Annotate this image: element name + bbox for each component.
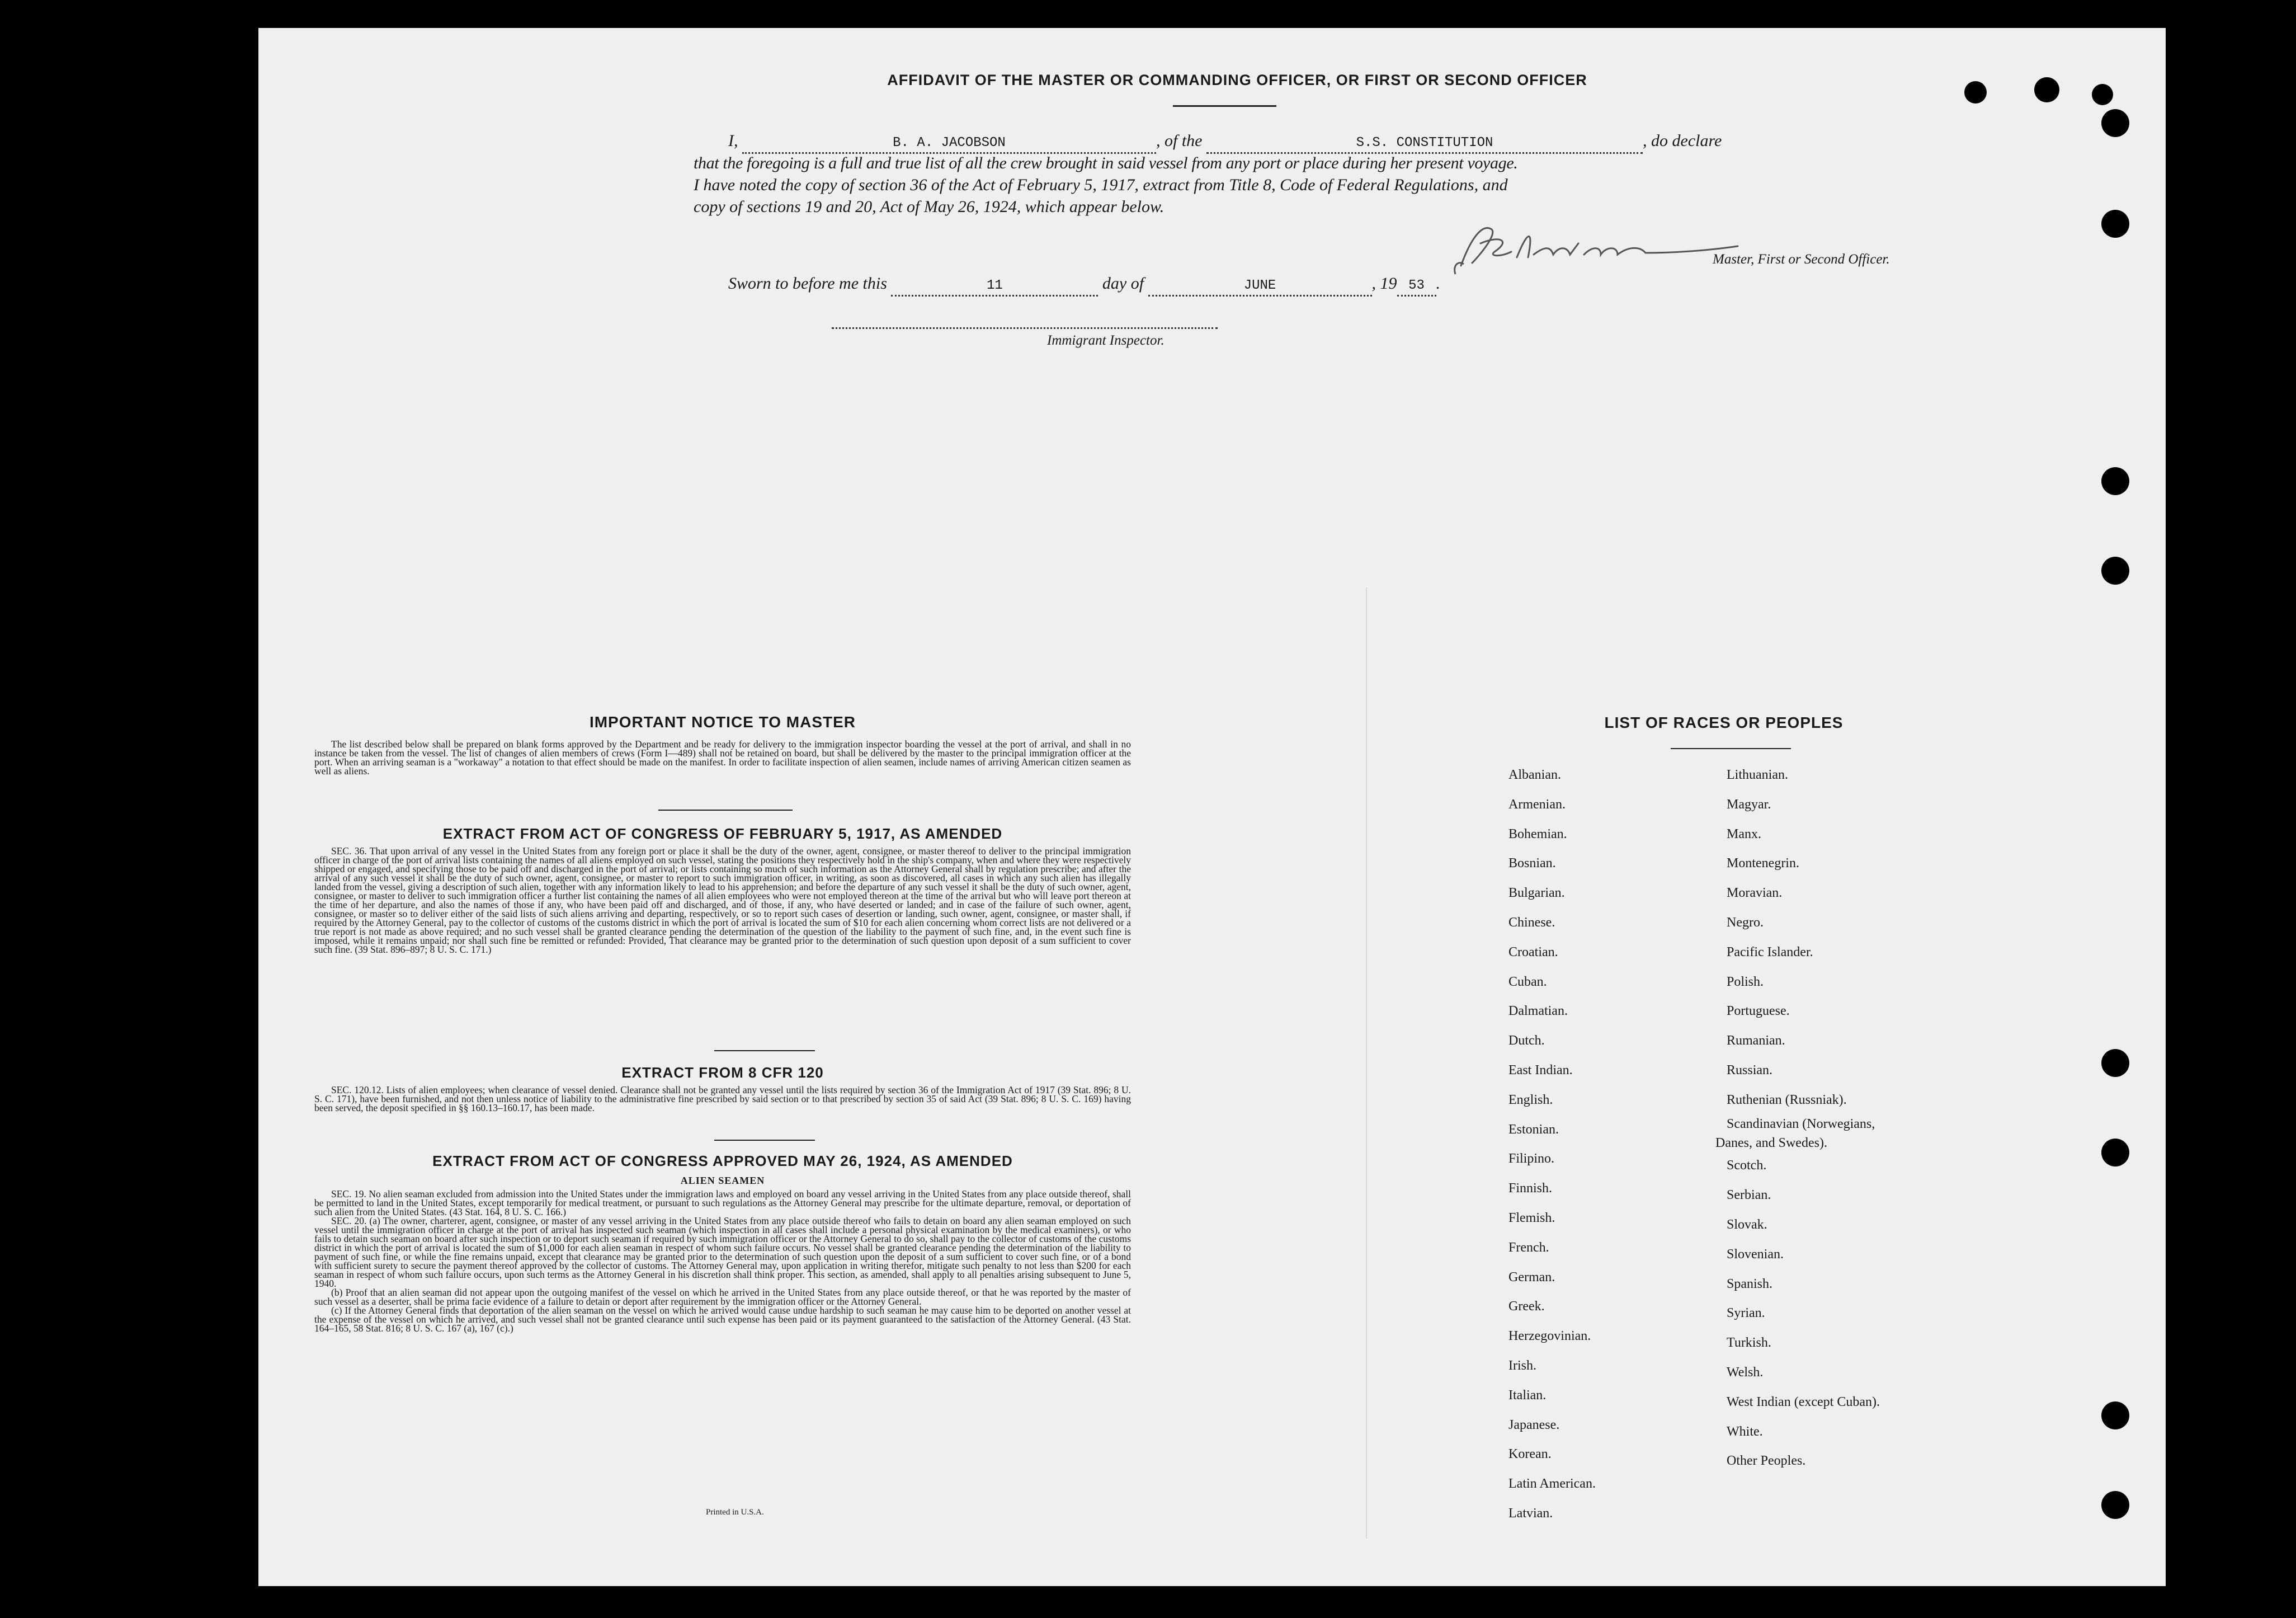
punch-hole: [2101, 1139, 2129, 1167]
race-item: Serbian.: [1727, 1188, 1771, 1203]
race-item: Japanese.: [1508, 1417, 1560, 1432]
document-page: [258, 28, 2166, 1586]
race-item: Finnish.: [1508, 1181, 1553, 1196]
race-item: Flemish.: [1508, 1211, 1555, 1225]
race-item: Rumanian.: [1727, 1033, 1785, 1048]
race-item: Scandinavian (Norwegians,: [1727, 1116, 1875, 1131]
divider-rule: [658, 810, 793, 811]
affidavit-line-4: copy of sections 19 and 20, Act of May 26, 1924, which appear below.: [694, 197, 1164, 216]
race-item: Latin American.: [1508, 1476, 1596, 1492]
race-item: Lithuanian.: [1727, 768, 1788, 782]
punch-hole: [2101, 467, 2129, 495]
extract-1924-sec20a: SEC. 20. (a) The owner, charterer, agent, consignee, or master of any vessel arriving in the United States from any place outside thereof who fails to detain on board any alien seaman employed on such vessel until the immigration officer in charge at the port of arrival has inspected such seaman (which inspection in all cases shall include a personal physical examination by the medical examiners), or who fails to detain such seaman on board after such inspection or to deport such seaman if required by such immigration officer or the Attorney General to do so, shall pay to the collector of customs of the customs district in which the port of arrival is located the sum of $1,000 for each alien seaman in respect of whom such failure occurs. No vessel shall be granted clearance pending the determination of the liability to payment of such fine, or while the fine remains unpaid, except that clearance may be granted prior to the determination of such question upon the deposit of a sum sufficient to cover such fine, or of a bond with sufficient surety to secure the payment thereof approved by the collector of customs. The Attorney General may, upon application in writing therefor, mitigate such penalty to not less than $200 for each seaman in respect of whom such failure occurs, upon such terms as the Attorney General in his discretion shall think proper. This section, as amended, shall apply to all penalties arising subsequent to June 5, 1940.: [314, 1215, 1131, 1289]
race-item: Pacific Islander.: [1727, 944, 1813, 959]
affidavit-line-2: that the foregoing is a full and true list of all the crew brought in said vessel from any port or place during her present voyage.: [694, 154, 1518, 172]
race-item: Croatian.: [1508, 944, 1558, 959]
extract-cfr-title: EXTRACT FROM 8 CFR 120: [621, 1064, 824, 1081]
races-title-rule: [1671, 748, 1791, 749]
extract-1924-text: [314, 1189, 1131, 1333]
race-item: Slovenian.: [1727, 1247, 1784, 1262]
race-item: Korean.: [1508, 1447, 1552, 1462]
race-item: Herzegovinian.: [1508, 1329, 1591, 1344]
punch-hole: [1964, 81, 1987, 104]
race-item: Bohemian.: [1508, 826, 1567, 841]
extract-1924-title: EXTRACT FROM ACT OF CONGRESS APPROVED MAY 26, 1924, AS AMENDED: [432, 1153, 1013, 1169]
printed-in-usa: Printed in U.S.A.: [706, 1508, 764, 1517]
inspector-signature-line: [832, 327, 1218, 329]
race-item: Irish.: [1508, 1358, 1536, 1373]
inspector-caption: Immigrant Inspector.: [1047, 333, 1164, 348]
extract-1924-sec20c: (c) If the Attorney General finds that deportation of the alien seaman on the vessel on which he arrived would cause undue hardship to such seaman he may cause him to be deported on another vessel at the expense of the vessel on which he arrived, and such vessel shall not be granted clearance until such expense has been paid or its payment guaranteed to the satisfaction of the Attorney General. (43 Stat. 164–165, 58 Stat. 816; 8 U. S. C. 167 (a), 167 (c).): [314, 1305, 1131, 1334]
race-item: Albanian.: [1508, 768, 1561, 782]
master-signature: [1439, 213, 1741, 285]
signature-caption: Master, First or Second Officer.: [1713, 252, 1890, 267]
race-item: Magyar.: [1727, 797, 1771, 812]
race-item: Estonian.: [1508, 1122, 1559, 1137]
extract-cfr-paragraph: SEC. 120.12. Lists of alien employees; when clearance of vessel denied. Clearance shall not be granted any vessel until the lists required by section 36 of the Immigration Act of 1917 (39 Stat. 896; 8 U. S. C. 171), have been furnished, and not then unless notice of liability to the administrative fine prescribed by said section or to that prescribed by section 35 of said Act (39 Stat. 896; 8 U. S. C. 169) having been served, the deposit specified in §§ 160.13–160.17, has been made.: [314, 1084, 1131, 1113]
race-item: Filipino.: [1508, 1151, 1555, 1167]
sworn-prefix: Sworn to before me this: [728, 274, 887, 293]
race-item: Dalmatian.: [1508, 1004, 1568, 1019]
race-item: Turkish.: [1727, 1335, 1771, 1351]
affidavit-title: AFFIDAVIT OF THE MASTER OR COMMANDING OFFICER, OR FIRST OR SECOND OFFICER: [887, 72, 1587, 88]
extract-cfr-text: [314, 1085, 1131, 1112]
race-item: Syrian.: [1727, 1306, 1765, 1321]
race-item: Dutch.: [1508, 1033, 1545, 1048]
race-item: Montenegrin.: [1727, 856, 1799, 871]
extract-1924-subtitle: ALIEN SEAMEN: [680, 1175, 765, 1186]
race-item: Latvian.: [1508, 1506, 1553, 1521]
race-item: Danes, and Swedes).: [1715, 1135, 1827, 1150]
race-item: Spanish.: [1727, 1276, 1773, 1291]
affidavit-prefix: I,: [728, 131, 738, 150]
punch-hole: [2101, 1491, 2129, 1519]
notice-text: [314, 740, 1131, 775]
race-item: Other Peoples.: [1727, 1454, 1806, 1469]
race-item: Greek.: [1508, 1299, 1545, 1314]
extract-1917-text: [314, 846, 1131, 954]
sworn-day-field: 11: [891, 277, 1098, 297]
punch-hole: [2092, 84, 2113, 105]
race-item: Welsh.: [1727, 1365, 1764, 1380]
race-item: White.: [1727, 1424, 1763, 1439]
race-item: Polish.: [1727, 974, 1764, 989]
affidavit-of-the: , of the: [1156, 131, 1203, 150]
race-item: Portuguese.: [1727, 1004, 1790, 1019]
race-item: Cuban.: [1508, 974, 1547, 989]
extract-1917-title: EXTRACT FROM ACT OF CONGRESS OF FEBRUARY 5, 1917, AS AMENDED: [442, 825, 1003, 842]
sworn-period: .: [1436, 274, 1441, 293]
sworn-year-field: 53: [1397, 277, 1436, 297]
race-item: West Indian (except Cuban).: [1727, 1394, 1880, 1409]
race-item: Armenian.: [1508, 797, 1566, 812]
divider-rule: [714, 1050, 815, 1051]
extract-1924-sec19: SEC. 19. No alien seaman excluded from admission into the United States under the immigration laws and employed on board any vessel arriving in the United States from any place outside thereof, shall be permitted to land in the United States, except temporarily for medical treatment, or pursuant to such regulations as the Attorney General may prescribe for the ultimate departure, removal, or deportation of such alien from the United States. (43 Stat. 164, 8 U. S. C. 166.): [314, 1188, 1131, 1217]
punch-hole: [2101, 1049, 2129, 1077]
race-item: Slovak.: [1727, 1217, 1767, 1232]
affidavit-line-3: I have noted the copy of section 36 of the Act of February 5, 1917, extract from Title 8, Code of Federal Regulations, and: [694, 176, 1508, 194]
race-item: Moravian.: [1727, 886, 1783, 901]
punch-hole: [2101, 1401, 2129, 1429]
sworn-year-prefix: , 19: [1371, 274, 1397, 293]
race-item: Chinese.: [1508, 915, 1555, 930]
notice-paragraph: The list described below shall be prepared on blank forms approved by the Department and be ready for delivery to the immigration inspector boarding the vessel at the port of arrival, and shall in no instance be taken from the vessel. The list of changes of alien members of crews (Form I—489) shall not be retained on board, but shall be delivered by the master to the principal immigration officer at the port. When an arriving seaman is a "workaway" a notation to that effect should be made on the manifest. In order to facilitate inspection of alien seamen, include names of arriving American citizen seamen as well as aliens.: [314, 739, 1131, 777]
race-item: German.: [1508, 1269, 1555, 1285]
affidavit-title-rule: [1173, 105, 1276, 107]
race-item: Manx.: [1727, 826, 1761, 841]
race-item: Negro.: [1727, 915, 1764, 930]
divider-rule: [714, 1140, 815, 1141]
punch-hole: [2101, 557, 2129, 585]
sworn-day-of: day of: [1102, 274, 1144, 293]
punch-hole: [2101, 109, 2129, 137]
sworn-month-field: JUNE: [1148, 277, 1372, 297]
sworn-line: [728, 274, 1440, 297]
race-item: Bulgarian.: [1508, 886, 1565, 901]
vessel-name-field: S.S. CONSTITUTION: [1206, 134, 1643, 154]
punch-hole: [2034, 77, 2059, 102]
races-title: LIST OF RACES OR PEOPLES: [1604, 714, 1844, 731]
extract-1924-sec20b: (b) Proof that an alien seaman did not appear upon the outgoing manifest of the vessel on which he arrived in the United States from any place outside thereof, or that he was reported by the master of such vessel as a deserter, shall be prima facie evidence of a failure to detain or deport after requirement by the immigration officer or the Attorney General.: [314, 1287, 1131, 1307]
race-item: French.: [1508, 1240, 1549, 1255]
race-item: Bosnian.: [1508, 856, 1556, 871]
race-item: English.: [1508, 1092, 1553, 1107]
affidavit-line-1: [728, 131, 1819, 154]
race-item: Scotch.: [1727, 1158, 1767, 1173]
punch-hole: [2101, 210, 2129, 238]
fold-line: [1366, 587, 1367, 1539]
race-item: Ruthenian (Russniak).: [1727, 1092, 1847, 1107]
race-item: Italian.: [1508, 1387, 1547, 1403]
race-item: Russian.: [1727, 1063, 1773, 1078]
extract-1917-paragraph: SEC. 36. That upon arrival of any vessel in the United States from any foreign port or place it shall be the duty of the owner, agent, consignee, or master thereof to deliver to the principal immigration officer in charge of the port of arrival lists containing the names of all aliens employed on such vessel, stating the positions they respectively hold in the ship's company, when and where they were respectively shipped or engaged, and specifying those to be paid off and discharged in the port of arrival; or lists containing so much of such information as the Attorney General shall by regulation prescribe; and after the arrival of any such vessel it shall be the duty of such owner, agent, consignee, or master to report to such immigration officer, in writing, as soon as discovered, all cases in which any such alien has illegally landed from the vessel, giving a description of such alien, together with any information likely to lead to his apprehension; and before the departure of any such vessel it shall be the duty of such owner, agent, consignee, or master to deliver to such immigration officer a further list containing the names of all alien employees who were not employed thereon at the time of the arrival but who will leave port thereon at the time of her departure, and also the names of those if any, who have been paid off and discharged, and of those, if any, who have deserted or landed; and in case of the failure of such owner, agent, consignee, or master so to deliver either of the said lists of such aliens arriving and departing, respectively, or so to report such cases of desertion or landing, such owner, agent, consignee, or master shall, if required by the Attorney General, pay to the collector of customs of the customs district in which the port of arrival is located the sum of $10 for each alien concerning whom correct lists are not delivered or a true report is not made as above required; and no such vessel shall be granted clearance pending the determination of the question of the liability to the payment of such fine, and, in the event such fine is imposed, while it remains unpaid; nor shall such fine be remitted or refunded: Provided, That clearance may be granted prior to the determination of such question upon deposit of a sum sufficient to cover such fine. (39 Stat. 896–897; 8 U. S. C. 171.): [314, 845, 1131, 955]
affidavit-declare: , do declare: [1643, 131, 1722, 150]
race-item: East Indian.: [1508, 1063, 1573, 1078]
notice-title: IMPORTANT NOTICE TO MASTER: [589, 713, 856, 731]
officer-name-field: B. A. JACOBSON: [742, 134, 1156, 154]
